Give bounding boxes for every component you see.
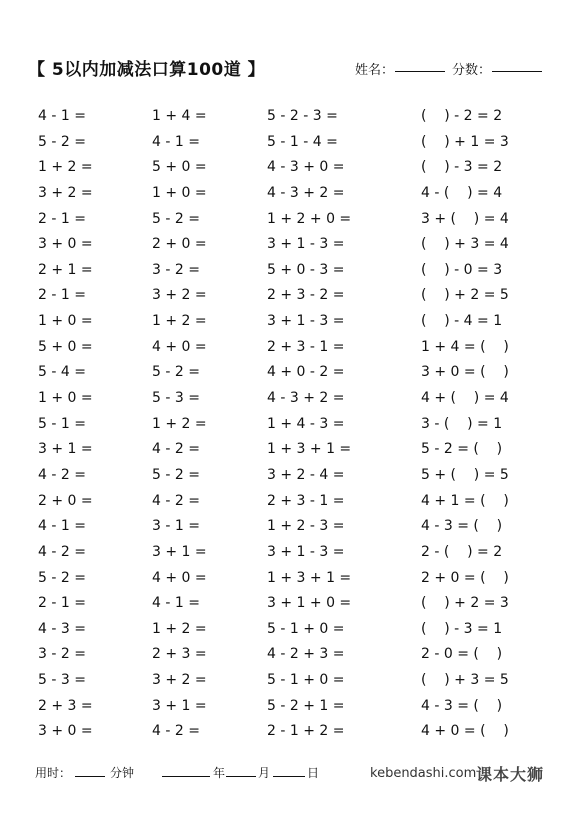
problem-item: 2 - 1 = — [38, 287, 86, 304]
name-label: 姓名： — [355, 63, 395, 78]
problem-item: ( ) - 3 = 2 — [421, 159, 503, 176]
problem-item: 5 - 2 + 1 = — [267, 697, 345, 714]
problem-item: 5 - 1 + 0 = — [267, 620, 345, 637]
problem-item: 4 - 2 + 3 = — [267, 646, 345, 663]
problem-item: 4 - 3 = ( ) — [421, 518, 503, 535]
problem-item: 5 - 2 = — [152, 364, 200, 381]
problem-item: 5 - 3 = — [38, 672, 86, 689]
problem-row — [0, 388, 579, 414]
brand-logo-text: 课本大狮 — [476, 765, 545, 784]
month-blank-line[interactable] — [226, 776, 256, 777]
problem-item: 2 + 3 = — [38, 697, 93, 714]
problem-item: 2 + 3 - 1 = — [267, 492, 345, 509]
problem-item: 4 - 3 + 2 = — [267, 390, 345, 407]
problem-item: 3 + 1 = — [152, 543, 207, 560]
problem-item: 4 - ( ) = 4 — [421, 184, 503, 201]
problem-item: 1 + 2 = — [152, 620, 207, 637]
problem-row — [0, 414, 579, 440]
problem-item: 2 + 0 = — [152, 236, 207, 253]
problem-item: 2 - 1 = — [38, 210, 86, 227]
problem-item: 3 - ( ) = 1 — [421, 415, 503, 432]
problem-item: 2 + 0 = — [38, 492, 93, 509]
problem-row — [0, 183, 579, 209]
problem-row — [0, 234, 579, 260]
problem-item: 4 + 0 = ( ) — [421, 723, 509, 740]
worksheet-title: 【 5以内加减法口算100道 】 — [28, 60, 266, 80]
problem-item: ( ) + 3 = 4 — [421, 236, 509, 253]
problem-item: 4 - 2 = — [38, 466, 86, 483]
problem-row — [0, 132, 579, 158]
problem-row — [0, 593, 579, 619]
problem-item: 1 + 3 + 1 = — [267, 569, 352, 586]
year-label: 年 — [213, 766, 226, 780]
problem-item: 2 - 1 = — [38, 595, 86, 612]
problem-item: 5 - 2 = — [152, 210, 200, 227]
problem-item: 1 + 4 - 3 = — [267, 415, 345, 432]
problem-row — [0, 285, 579, 311]
problem-row — [0, 439, 579, 465]
problem-row — [0, 465, 579, 491]
problem-item: 2 + 3 - 2 = — [267, 287, 345, 304]
problem-item: 2 - 0 = ( ) — [421, 646, 503, 663]
problem-row — [0, 106, 579, 132]
problem-item: 4 - 2 = — [152, 723, 200, 740]
problem-item: 5 - 2 = — [152, 466, 200, 483]
problem-item: ( ) + 1 = 3 — [421, 133, 509, 150]
problem-item: 1 + 0 = — [152, 184, 207, 201]
day-blank-line[interactable] — [273, 776, 305, 777]
problem-item: 1 + 3 + 1 = — [267, 441, 352, 458]
problem-item: 5 + 0 - 3 = — [267, 261, 345, 278]
problem-item: 3 + 0 = ( ) — [421, 364, 509, 381]
problem-item: 5 - 2 = — [38, 569, 86, 586]
time-blank-line[interactable] — [75, 776, 105, 777]
problem-item: 4 - 3 = ( ) — [421, 697, 503, 714]
problem-row — [0, 696, 579, 722]
problem-item: 1 + 4 = ( ) — [421, 338, 509, 355]
problem-item: 3 + 1 - 3 = — [267, 313, 345, 330]
problem-item: ( ) - 2 = 2 — [421, 108, 503, 124]
problem-item: 4 - 3 + 0 = — [267, 159, 345, 176]
name-blank-line[interactable] — [395, 71, 445, 72]
problem-item: 3 + 2 = — [152, 287, 207, 304]
problem-item: 4 - 3 + 2 = — [267, 184, 345, 201]
problem-item: 1 + 2 = — [38, 159, 93, 176]
time-label: 用时： — [35, 766, 72, 780]
problem-item: ( ) + 2 = 5 — [421, 287, 509, 304]
problem-row — [0, 670, 579, 696]
problem-row — [0, 568, 579, 594]
score-blank-line[interactable] — [492, 71, 542, 72]
problem-item: 5 - 1 = — [38, 415, 86, 432]
problem-item: ( ) - 0 = 3 — [421, 261, 503, 278]
problem-item: 4 + ( ) = 4 — [421, 390, 509, 407]
problem-item: 4 + 1 = ( ) — [421, 492, 509, 509]
day-label: 日 — [307, 766, 320, 780]
problem-item: 3 + 2 - 4 = — [267, 466, 345, 483]
problem-item: 2 - ( ) = 2 — [421, 543, 503, 560]
problem-item: 4 - 1 = — [152, 595, 200, 612]
problem-item: 4 - 2 = — [38, 543, 86, 560]
problem-item: 5 - 2 - 3 = — [267, 108, 338, 124]
problem-item: 3 + 1 + 0 = — [267, 595, 352, 612]
problem-grid — [0, 106, 579, 747]
problem-item: 4 + 0 = — [152, 338, 207, 355]
problem-row — [0, 516, 579, 542]
month-label: 月 — [258, 766, 271, 780]
problem-item: 3 + 2 = — [38, 184, 93, 201]
problem-row — [0, 721, 579, 747]
problem-item: 5 + ( ) = 5 — [421, 466, 509, 483]
problem-item: 5 - 3 = — [152, 390, 200, 407]
problem-item: 5 - 1 - 4 = — [267, 133, 338, 150]
problem-item: 4 - 1 = — [38, 108, 86, 124]
problem-item: ( ) - 3 = 1 — [421, 620, 503, 637]
problem-item: 1 + 2 + 0 = — [267, 210, 352, 227]
problem-row — [0, 337, 579, 363]
problem-item: 1 + 2 = — [152, 415, 207, 432]
problem-row — [0, 260, 579, 286]
problem-row — [0, 157, 579, 183]
problem-row — [0, 311, 579, 337]
problem-item: 4 - 1 = — [152, 133, 200, 150]
problem-item: 3 + 1 - 3 = — [267, 543, 345, 560]
problem-item: 2 + 1 = — [38, 261, 93, 278]
problem-item: 2 - 1 + 2 = — [267, 723, 345, 740]
problem-row — [0, 619, 579, 645]
problem-item: 1 + 4 = — [152, 108, 207, 124]
problem-item: 2 + 3 = — [152, 646, 207, 663]
problem-item: 2 + 0 = ( ) — [421, 569, 509, 586]
problem-item: 3 + 0 = — [38, 236, 93, 253]
minutes-label: 分钟 — [110, 766, 135, 780]
problem-item: 5 - 2 = ( ) — [421, 441, 503, 458]
problem-item: 5 - 1 + 0 = — [267, 672, 345, 689]
problem-item: ( ) + 2 = 3 — [421, 595, 509, 612]
problem-item: 4 + 0 = — [152, 569, 207, 586]
problem-item: 1 + 2 - 3 = — [267, 518, 345, 535]
year-blank-line[interactable] — [162, 776, 210, 777]
problem-item: 5 - 4 = — [38, 364, 86, 381]
problem-item: ( ) + 3 = 5 — [421, 672, 509, 689]
problem-item: 4 - 3 = — [38, 620, 86, 637]
problem-item: 5 + 0 = — [152, 159, 207, 176]
brand-url: kebendashi.com — [370, 766, 477, 781]
problem-row — [0, 491, 579, 517]
problem-item: 5 - 2 = — [38, 133, 86, 150]
problem-item: 3 + 1 - 3 = — [267, 236, 345, 253]
problem-item: 4 - 2 = — [152, 492, 200, 509]
problem-item: 3 + 2 = — [152, 672, 207, 689]
problem-item: ( ) - 4 = 1 — [421, 313, 503, 330]
problem-item: 4 + 0 - 2 = — [267, 364, 345, 381]
problem-item: 1 + 0 = — [38, 390, 93, 407]
problem-item: 3 + 1 = — [38, 441, 93, 458]
problem-item: 3 + 0 = — [38, 723, 93, 740]
problem-row — [0, 644, 579, 670]
problem-row — [0, 542, 579, 568]
problem-row — [0, 209, 579, 235]
problem-item: 2 + 3 - 1 = — [267, 338, 345, 355]
problem-item: 4 - 1 = — [38, 518, 86, 535]
problem-item: 1 + 0 = — [38, 313, 93, 330]
problem-row — [0, 362, 579, 388]
problem-item: 1 + 2 = — [152, 313, 207, 330]
problem-item: 4 - 2 = — [152, 441, 200, 458]
problem-item: 3 - 2 = — [38, 646, 86, 663]
problem-item: 3 + 1 = — [152, 697, 207, 714]
problem-item: 3 + ( ) = 4 — [421, 210, 509, 227]
problem-item: 3 - 2 = — [152, 261, 200, 278]
problem-item: 3 - 1 = — [152, 518, 200, 535]
problem-item: 5 + 0 = — [38, 338, 93, 355]
score-label: 分数： — [452, 63, 492, 78]
